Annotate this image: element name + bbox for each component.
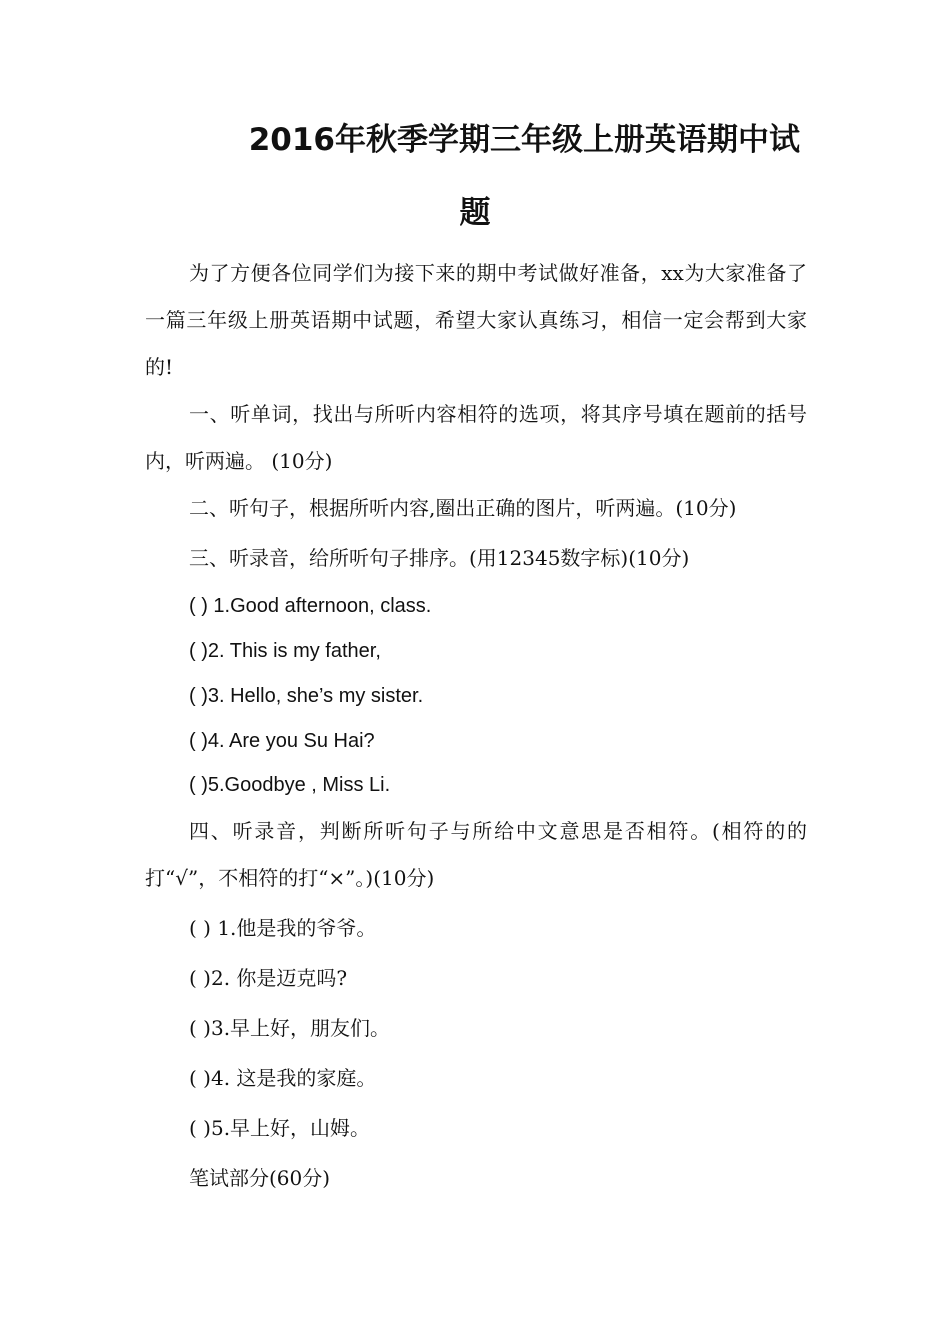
section-4-item-4: ( )4. 这是我的家庭。 [189, 1066, 377, 1090]
section-3-instruction: 三、听录音，给所听句子排序。(用12345数字标)(10分) [189, 546, 690, 570]
document-title: 2016年秋季学期三年级上册英语期中试 [248, 122, 800, 158]
section-3-item-3: ( )3. Hello, she’s my sister. [189, 685, 424, 707]
document-title-continued: 题 [459, 195, 491, 231]
section-4-item-2: ( )2. 你是迈克吗? [189, 966, 348, 990]
section-4-item-1: ( ) 1.他是我的爷爷。 [189, 916, 377, 940]
section-1-instruction: 一、听单词，找出与所听内容相符的选项，将其序号填在题前的括号内，听两遍。 (10分) [145, 402, 807, 473]
section-4-item-3: ( )3.早上好，朋友们。 [189, 1016, 391, 1040]
section-4-item-5: ( )5.早上好，山姆。 [189, 1116, 371, 1140]
section-2-instruction: 二、听句子，根据所听内容,圈出正确的图片，听两遍。(10分) [189, 496, 737, 520]
section-3-item-2: ( )2. This is my father, [189, 640, 381, 662]
section-3-item-1: ( ) 1.Good afternoon, class. [189, 595, 432, 617]
intro-paragraph: 为了方便各位同学们为接下来的期中考试做好准备，xx为大家准备了一篇三年级上册英语期中试题，希望大家认真练习，相信一定会帮到大家的! [145, 261, 807, 379]
section-3-item-5: ( )5.Goodbye , Miss Li. [189, 774, 391, 796]
section-4-instruction: 四、听录音，判断所听句子与所给中文意思是否相符。(相符的的打“√”，不相符的打“×”。)(10分) [145, 819, 807, 890]
written-part-heading: 笔试部分(60分) [189, 1166, 331, 1190]
section-3-item-4: ( )4. Are you Su Hai? [189, 730, 375, 752]
